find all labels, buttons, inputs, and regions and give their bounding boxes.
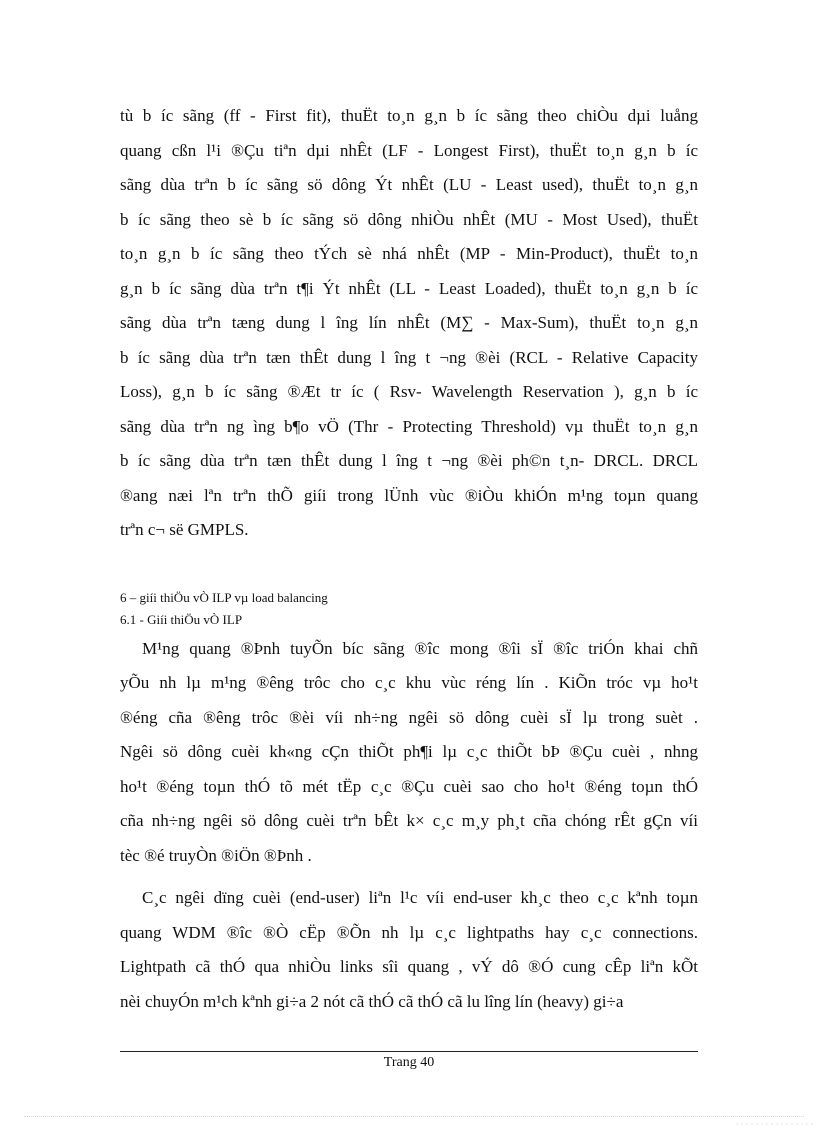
subsection-heading: 6.1 - Giíi thiÖu vÒ ILP	[120, 611, 243, 627]
paragraph1-line: g¸n b íc sãng dùa trªn t¶i Ýt nhÊt (LL - Least Loaded), thuËt to¸n g¸n b íc	[120, 278, 698, 298]
paragraph1-line: ®ang næi lªn trªn thÕ giíi trong lÜnh vùc ®iÒu khiÓn m¹ng toµn quang	[120, 485, 698, 505]
paragraph3-line: Lightpath cã thÓ qua nhiÒu links sîi quang , vÝ dô ®Ó cung cÊp liªn kÕt	[120, 957, 698, 976]
paragraph2-line: yÕu nh lµ m¹ng ®êng trôc cho c¸c khu vùc réng lín . KiÕn tróc vµ ho¹t	[120, 673, 698, 692]
paragraph1-line: b íc sãng dùa trªn tæn thÊt dung l îng t ¬ng ®èi ph©n t¸n- DRCL. DRCL	[120, 451, 698, 470]
paragraph1-line: tù b íc sãng (ff - First fit), thuËt to¸n g¸n b íc sãng theo chiÒu dµi luång	[120, 106, 698, 125]
paragraph2-line: cña nh÷ng ngêi sö dông cuèi trªn bÊt k× c¸c m¸y ph¸t cña chóng rÊt gÇn víi	[120, 811, 698, 830]
paragraph2-line: tèc ®é truyÒn ®iÖn ®Þnh .	[120, 845, 312, 865]
paragraph1-line: b íc sãng theo sè b íc sãng sö dông nhiÒu nhÊt (MU - Most Used), thuËt	[120, 209, 698, 229]
page-number: Trang 40	[383, 1055, 435, 1070]
paragraph1-line: quang cßn l¹i ®Çu tiªn dµi nhÊt (LF - Longest First), thuËt to¸n g¸n b íc	[120, 140, 698, 160]
paragraph-wavelength-algorithms	[120, 99, 698, 548]
paragraph1-line: Loss), g¸n b íc sãng ®Æt tr íc ( Rsv- Wavelength Reservation ), g¸n b íc	[120, 382, 698, 401]
paragraph3-line: nèi chuyÓn m¹ch kªnh gi÷a 2 nót cã thÓ cã thÓ cã lu lîng lín (heavy) gi÷a	[120, 991, 624, 1011]
paragraph2-line: ®éng cña ®êng trôc ®èi víi nh÷ng ngêi sö dông cuèi sÏ lµ trong suèt .	[120, 707, 698, 727]
paragraph2-line: Ngêi sö dông cuèi kh«ng cÇn thiÕt ph¶i lµ c¸c thiÕt bÞ ®Çu cuèi , nhng	[120, 742, 698, 761]
page-corner-decoration	[732, 996, 816, 1126]
paragraph1-line: sãng dùa trªn b íc sãng sö dông Ýt nhÊt (LU - Least used), thuËt to¸n g¸n	[120, 175, 698, 194]
paragraph2-line: M¹ng quang ®Þnh tuyÕn bíc sãng ®îc mong ®îi sÏ ®îc triÓn khai chñ	[142, 638, 698, 658]
paragraph-optical-network-intro	[120, 632, 698, 874]
paragraph1-line: trªn c¬ së GMPLS.	[120, 520, 249, 539]
paragraph3-line: quang WDM ®îc ®Ò cËp ®Õn nh lµ c¸c lightpaths hay c¸c connections.	[120, 922, 698, 942]
section-heading: 6 – giíi thiÖu vÒ ILP vµ load balancing	[120, 589, 328, 605]
paragraph1-line: b íc sãng dùa trªn tæn thÊt dung l îng t ¬ng ®èi (RCL - Relative Capacity	[120, 347, 698, 367]
paragraph3-line: C¸c ngêi dïng cuèi (end-user) liªn l¹c víi end-user kh¸c theo c¸c kªnh toµn	[142, 888, 698, 907]
page-body	[120, 99, 698, 1019]
paragraph1-line: sãng dùa trªn ng ìng b¶o vÖ (Thr - Protecting Threshold) vµ thuËt to¸n g¸n	[120, 416, 698, 436]
paragraph1-line: sãng dùa trªn tæng dung l îng lín nhÊt (M∑ - Max-Sum), thuËt to¸n g¸n	[120, 313, 698, 332]
paragraph-end-user-lightpaths	[120, 881, 698, 1019]
page-bottom-dotted-border	[24, 1116, 804, 1117]
paragraph1-line: to¸n g¸n b íc sãng theo tÝch sè nhá nhÊt (MP - Min-Product), thuËt to¸n	[120, 244, 698, 263]
paragraph2-line: ho¹t ®éng toµn thÓ tõ mét tËp c¸c ®Çu cuèi sao cho ho¹t ®éng toµn thÓ	[120, 776, 698, 796]
footer-divider	[120, 1051, 698, 1052]
